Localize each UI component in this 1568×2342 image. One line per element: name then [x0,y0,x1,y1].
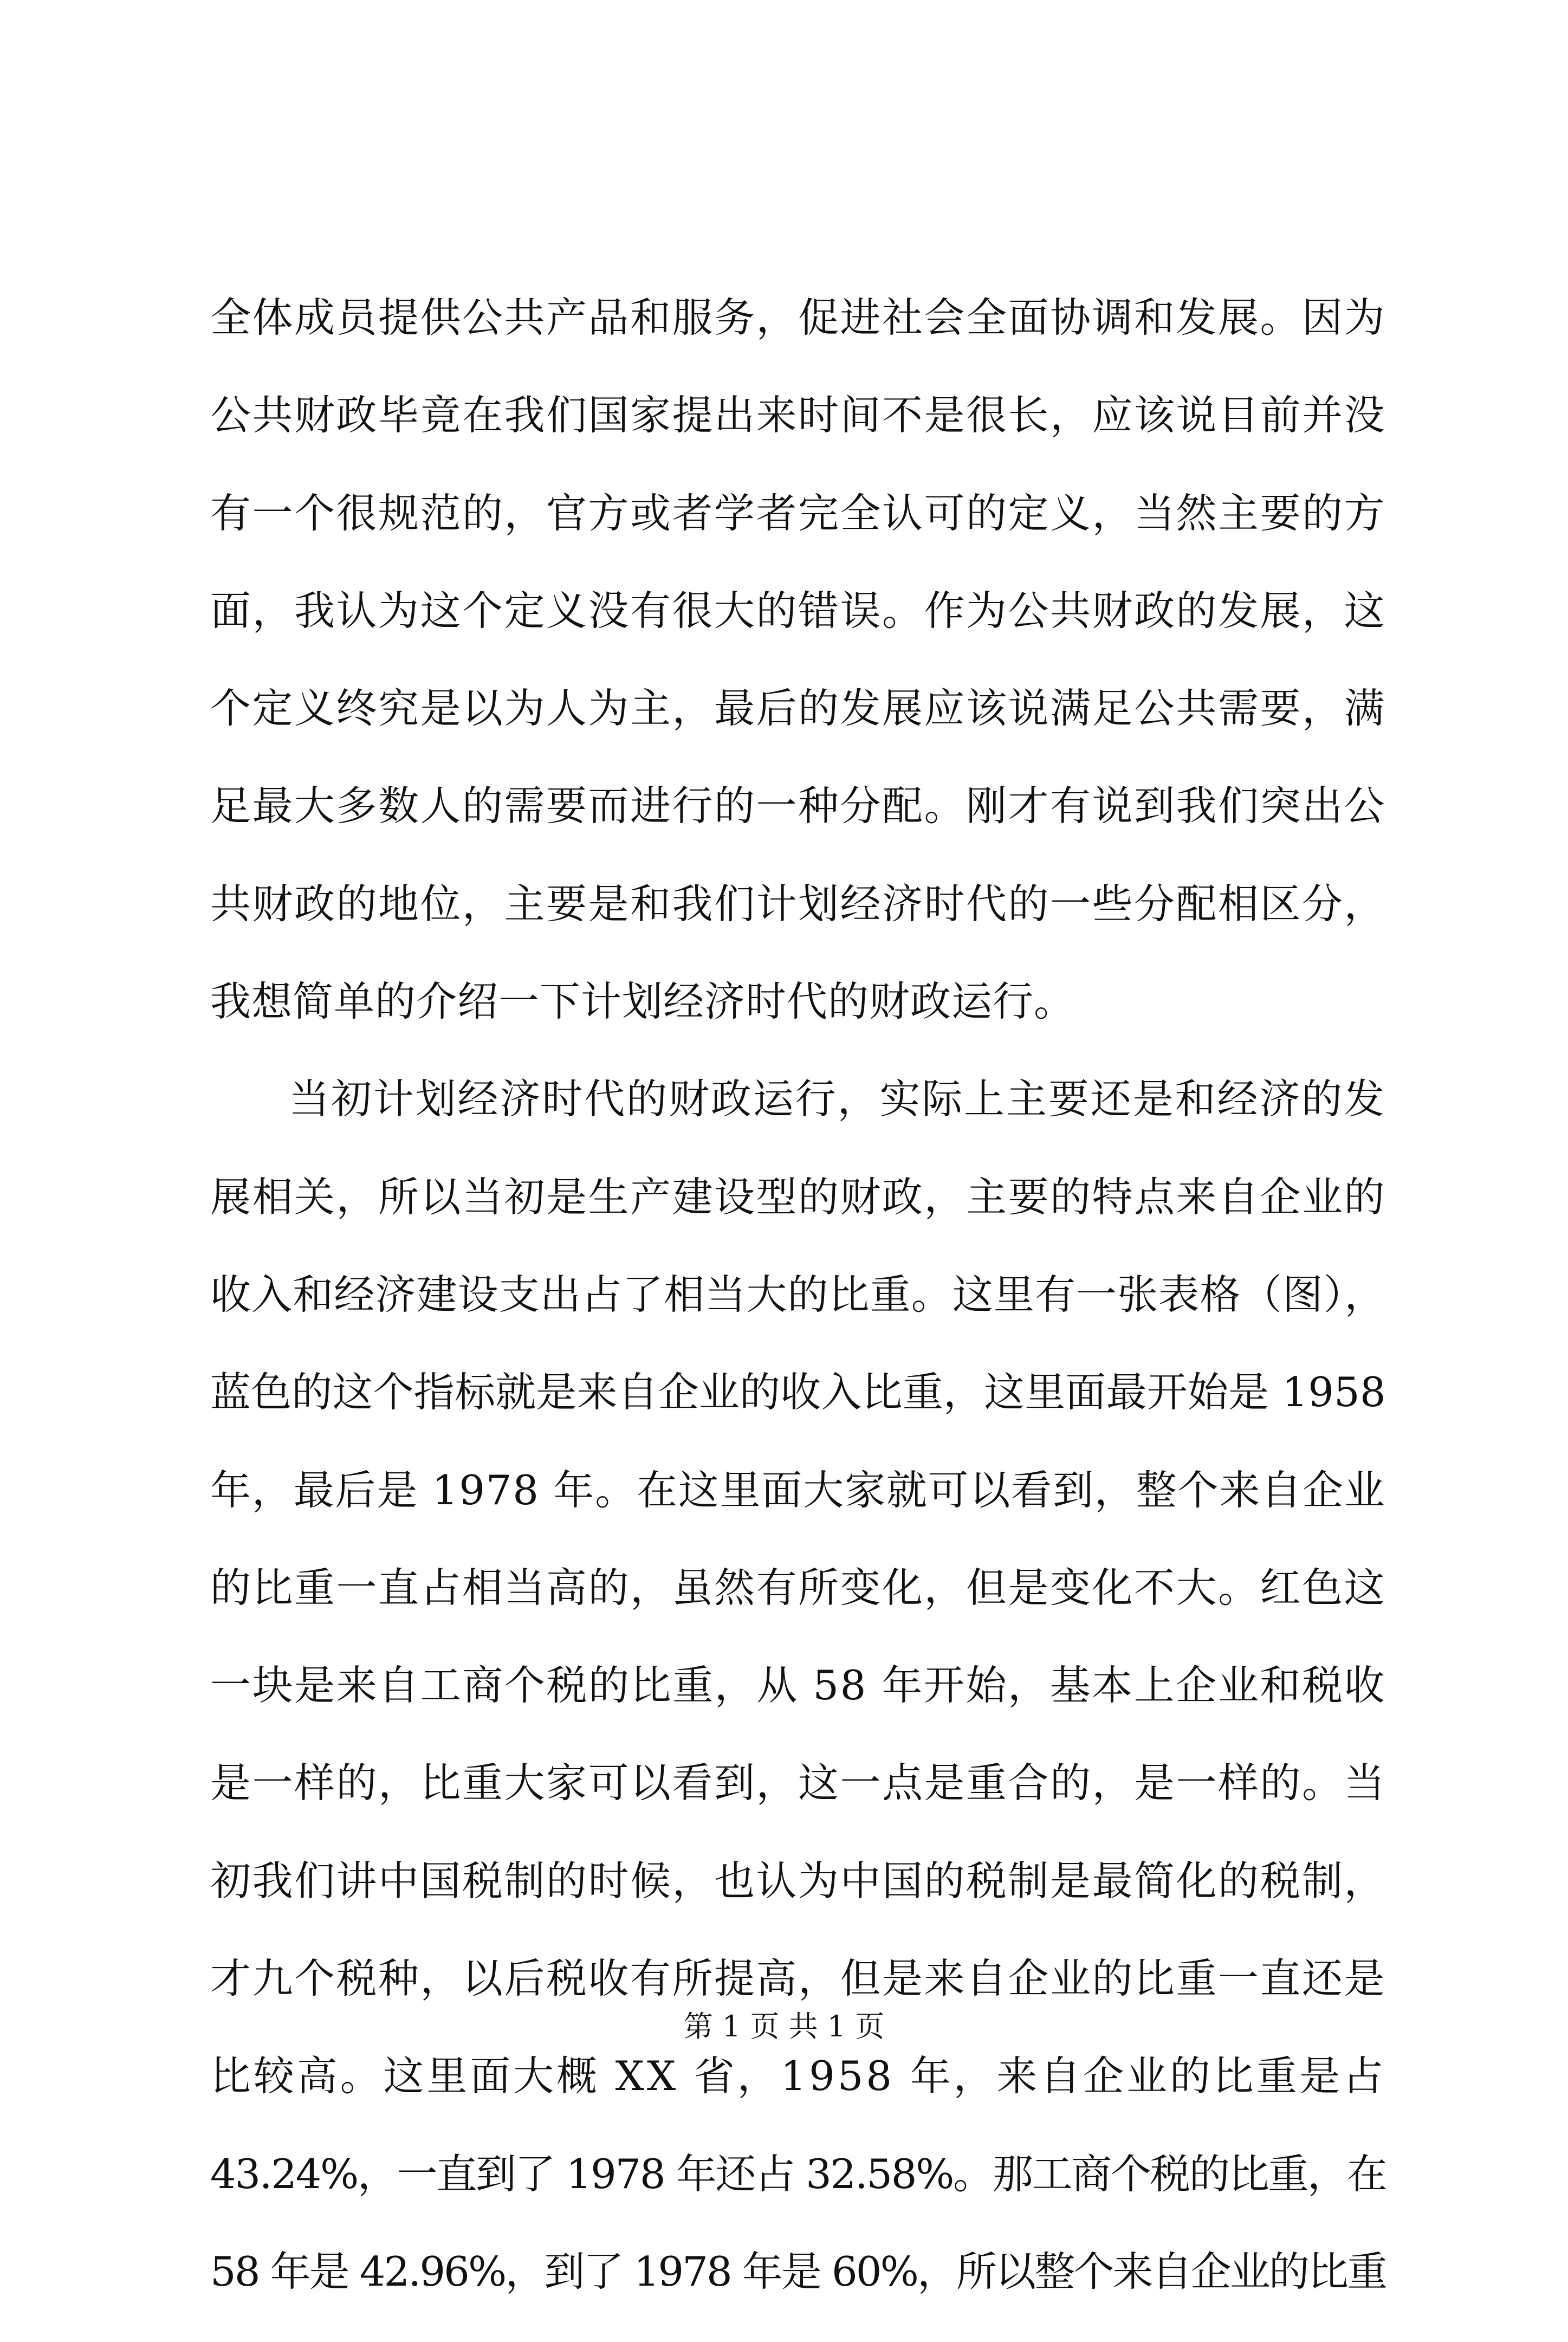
text-line: 43.24%，一直到了 1978 年还占 32.58%。那工商个税的比重，在 [210,2150,1386,2198]
text-line: 个定义终究是以为人为主，最后的发展应该说满足公共需要，满 [210,684,1386,733]
text-line: 公共财政毕竟在我们国家提出来时间不是很长，应该说目前并没 [210,391,1386,439]
text-line: 当初计划经济时代的财政运行，实际上主要还是和经济的发 [289,1075,1386,1123]
page-footer [0,2005,1568,2048]
text-line: 全体成员提供公共产品和服务，促进社会全面协调和发展。因为 [210,294,1386,341]
text-line: 足最大多数人的需要而进行的一种分配。刚才有说到我们突出公 [210,782,1386,830]
text-line: 收入和经济建设支出占了相当大的比重。这里有一张表格（图）， [210,1270,1386,1318]
text-line: 共财政的地位，主要是和我们计划经济时代的一些分配相区分， [210,879,1386,928]
text-line: 的比重一直占相当高的，虽然有所变化，但是变化不大。红色这 [210,1563,1386,1612]
page-number-label: 第 1 页 共 1 页 [683,2009,885,2043]
text-line: 蓝色的这个指标就是来自企业的收入比重，这里面最开始是 1958 [210,1368,1386,1416]
paragraph-2 [210,1072,1386,2342]
paragraph-1 [210,290,1386,1072]
text-line: 我想简单的介绍一下计划经济时代的财政运行。 [210,978,1075,1026]
text-line: 年，最后是 1978 年。在这里面大家就可以看到，整个来自企业 [210,1466,1386,1514]
text-line: 才九个税种，以后税收有所提高，但是来自企业的比重一直还是 [210,1955,1386,2003]
text-line: 一块是来自工商个税的比重，从 58 年开始，基本上企业和税收 [210,1661,1386,1710]
text-line: 初我们讲中国税制的时候，也认为中国的税制是最简化的税制， [210,1856,1386,1905]
text-line: 比较高。这里面大概 XX 省，1958 年，来自企业的比重是占 [210,2052,1386,2100]
text-line: 面，我认为这个定义没有很大的错误。作为公共财政的发展，这 [210,586,1386,635]
text-line: 是一样的，比重大家可以看到，这一点是重合的，是一样的。当 [210,1759,1386,1807]
text-line: 58 年是 42.96%，到了 1978 年是 60%，所以整个来自企业的比重 [210,2247,1386,2295]
text-line: 展相关，所以当初是生产建设型的财政，主要的特点来自企业的 [210,1173,1386,1221]
text-line: 有一个很规范的，官方或者学者完全认可的定义，当然主要的方 [210,489,1386,537]
